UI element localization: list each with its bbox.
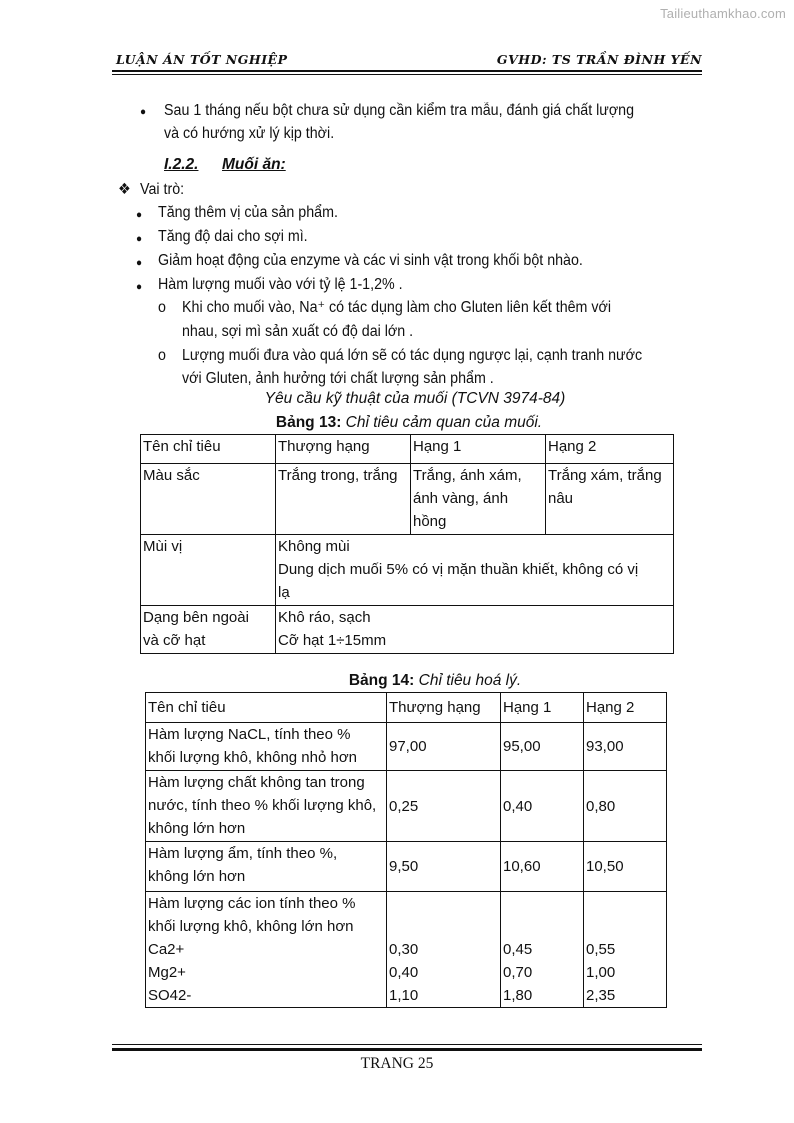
table13 xyxy=(140,434,674,654)
table14-header-grade1: Hạng 1 xyxy=(501,693,584,723)
section-number: I.2.2. xyxy=(164,156,199,173)
table13-header-name: Tên chỉ tiêu xyxy=(141,435,276,464)
diamond-bullet-icon: ❖ xyxy=(118,181,131,198)
table-cell: Khô ráo, sạch Cỡ hạt 1÷15mm xyxy=(276,606,674,654)
table-cell: 93,00 xyxy=(584,723,667,771)
table-cell: Mùi vị xyxy=(141,535,276,606)
table-cell: Hàm lượng NaCL, tính theo % khối lượng khô, không nhỏ hơn xyxy=(146,723,387,771)
table-cell: 0,30 0,40 1,10 xyxy=(387,892,501,1008)
table-cell: Không mùi Dung dịch muối 5% có vị mặn thuần khiết, không có vị lạ xyxy=(276,535,674,606)
role-bullet-2: Tăng độ dai cho sợi mì. xyxy=(158,228,308,245)
bullet-dot-icon: ● xyxy=(136,281,143,293)
table-row xyxy=(146,693,667,723)
table-cell: Hàm lượng chất không tan trong nước, tính theo % khối lượng khô, không lớn hơn xyxy=(146,771,387,842)
table-row xyxy=(146,723,667,771)
role-bullet-3: Giảm hoạt động của enzyme và các vi sinh vật trong khối bột nhào. xyxy=(158,252,583,269)
table14-header-name: Tên chỉ tiêu xyxy=(146,693,387,723)
table-row xyxy=(141,435,674,464)
circle-bullet-icon: o xyxy=(158,299,166,316)
table-cell: 0,25 xyxy=(387,771,501,842)
bullet-dot-icon: ● xyxy=(136,233,143,245)
table-cell: 9,50 xyxy=(387,842,501,892)
table-row xyxy=(146,892,667,1008)
header-rule xyxy=(112,70,702,72)
footer-rule-thin xyxy=(112,1044,702,1045)
circle-bullet-icon: o xyxy=(158,347,166,364)
table14-header-grade2: Hạng 2 xyxy=(584,693,667,723)
role-bullet-4: Hàm lượng muối vào với tỷ lệ 1-1,2% . xyxy=(158,276,403,293)
table-cell: Dạng bên ngoài và cỡ hạt xyxy=(141,606,276,654)
page-number: TRANG 25 xyxy=(360,1055,434,1072)
table-row xyxy=(146,771,667,842)
role-label: Vai trò: xyxy=(140,181,185,198)
watermark: Tailieuthamkhao.com xyxy=(660,6,786,21)
table14-caption-label: Bảng 14: xyxy=(348,672,415,689)
bullet-dot-icon: ● xyxy=(140,106,147,118)
bullet-dot-icon: ● xyxy=(136,209,143,221)
header-left: LUẬN ÁN TỐT NGHIỆP xyxy=(116,52,288,67)
intro-bullet xyxy=(140,99,146,124)
table-cell: Màu sắc xyxy=(141,464,276,535)
table13-caption xyxy=(0,413,794,433)
table-cell: 0,45 0,70 1,80 xyxy=(501,892,584,1008)
table-cell: 97,00 xyxy=(387,723,501,771)
sub-bullet-2-line-2: với Gluten, ảnh hưởng tới chất lượng sản phẩm . xyxy=(182,370,494,387)
table-cell: 95,00 xyxy=(501,723,584,771)
sub-bullet-2-line-1: Lượng muối đưa vào quá lớn sẽ có tác dụng ngược lại, cạnh tranh nước xyxy=(182,347,643,364)
table-row xyxy=(141,464,674,535)
table-cell: Hàm lượng các ion tính theo % khối lượng khô, không lớn hơn Ca2+ Mg2+ SO42- xyxy=(146,892,387,1008)
table14-caption xyxy=(0,671,794,691)
requirements-title: Yêu cầu kỹ thuật của muối (TCVN 3974-84) xyxy=(264,390,566,407)
intro-line-2: và có hướng xử lý kịp thời. xyxy=(164,125,335,142)
table13-header-grade2: Hạng 2 xyxy=(546,435,674,464)
section-title: Muối ăn: xyxy=(222,156,286,173)
sub-bullet-1-line-1: Khi cho muối vào, Na⁺ có tác dụng làm cho Gluten liên kết thêm với xyxy=(182,299,612,316)
header-rule-thin xyxy=(112,74,702,75)
table13-header-grade1: Hạng 1 xyxy=(411,435,546,464)
table-cell: 0,40 xyxy=(501,771,584,842)
bullet-dot-icon: ● xyxy=(136,257,143,269)
table-cell: 10,50 xyxy=(584,842,667,892)
header-right: GVHD: TS TRẦN ĐÌNH YẾN xyxy=(496,52,702,67)
table-row xyxy=(146,842,667,892)
role-bullet-1: Tăng thêm vị của sản phẩm. xyxy=(158,204,338,221)
table-cell: 10,60 xyxy=(501,842,584,892)
table14-header-top: Thượng hạng xyxy=(387,693,501,723)
footer-rule xyxy=(112,1048,702,1051)
table-cell: 0,55 1,00 2,35 xyxy=(584,892,667,1008)
table13-caption-text: Chỉ tiêu cảm quan của muối. xyxy=(345,414,543,431)
table-cell: Trắng xám, trắng nâu xyxy=(546,464,674,535)
table-row xyxy=(141,606,674,654)
intro-line-1: Sau 1 tháng nếu bột chưa sử dụng cần kiểm tra mẫu, đánh giá chất lượng xyxy=(164,102,635,119)
table-cell: Trắng trong, trắng xyxy=(276,464,411,535)
table14 xyxy=(145,692,667,1008)
table14-caption-text: Chỉ tiêu hoá lý. xyxy=(418,672,522,689)
table13-caption-label: Bảng 13: xyxy=(275,414,342,431)
table-cell: 0,80 xyxy=(584,771,667,842)
sub-bullet-1-line-2: nhau, sợi mì sản xuất có độ dai lớn . xyxy=(182,323,414,340)
table-cell: Trắng, ánh xám, ánh vàng, ánh hồng xyxy=(411,464,546,535)
table-row xyxy=(141,535,674,606)
table-cell: Hàm lượng ẩm, tính theo %, không lớn hơn xyxy=(146,842,387,892)
table13-header-top: Thượng hạng xyxy=(276,435,411,464)
